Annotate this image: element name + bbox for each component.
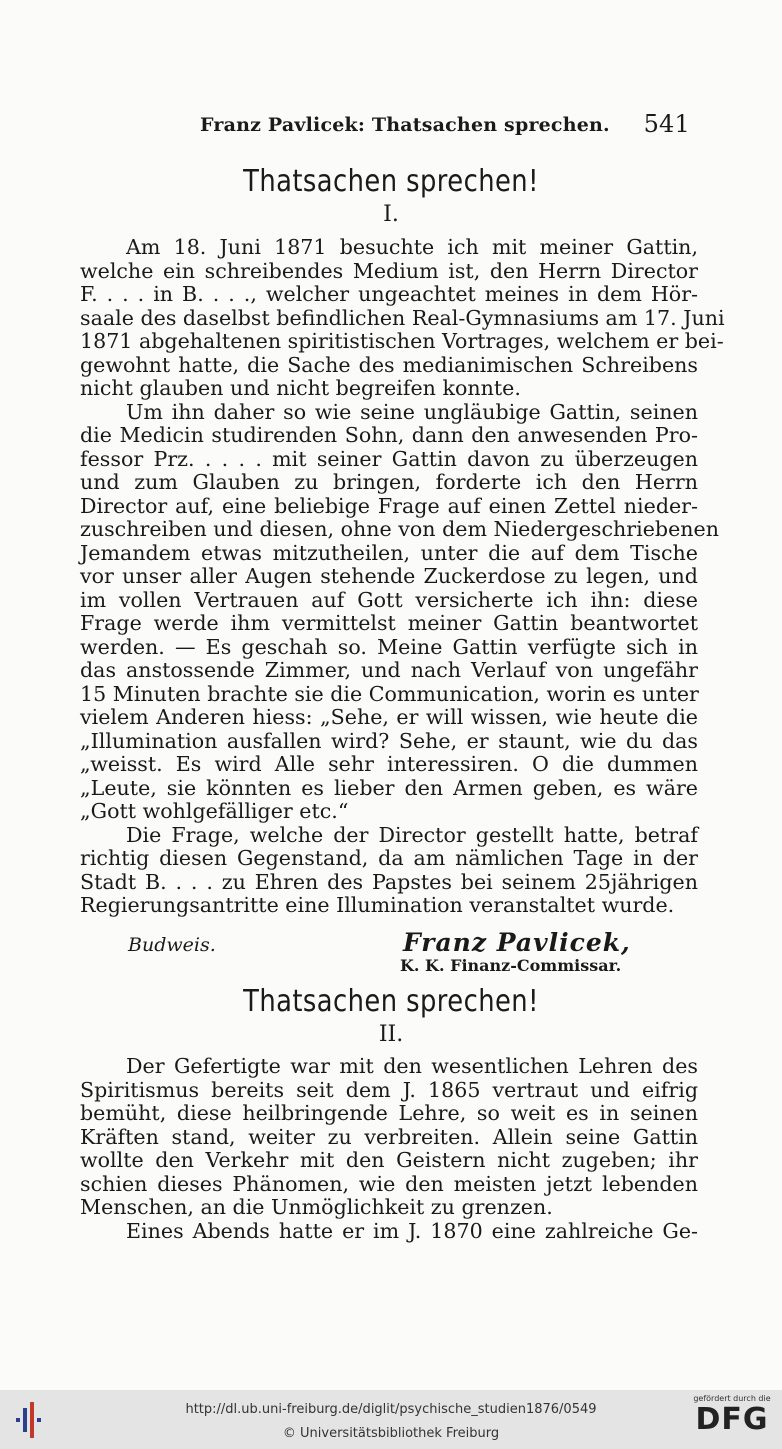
- text-line: welche ein schreibendes Medium ist, den Herrn Director: [80, 258, 698, 283]
- signature-office: K. K. Finanz-Commissar.: [400, 956, 622, 975]
- text-line: gewohnt hatte, die Sache des medianimischen Schreibens: [80, 352, 698, 377]
- text-line: richtig diesen Gegenstand, da am nämlichen Tage in der: [80, 846, 698, 870]
- text-line: F. . . . in B. . . ., welcher ungeachtet meines in dem Hör-: [80, 282, 698, 306]
- text-line: bemüht, diese heilbringende Lehre, so weit es in seinen: [80, 1101, 698, 1125]
- text-line: „weisst. Es wird Alle sehr interessiren. O die dummen: [80, 752, 698, 776]
- text-line: „Leute, sie könnten es lieber den Armen geben, es wäre: [80, 775, 698, 800]
- text-line: Menschen, an die Unmöglichkeit zu grenzen.: [80, 1195, 553, 1219]
- text-line: zuschreiben und diesen, ohne von dem Niedergeschriebenen: [80, 517, 719, 541]
- text-line: Spiritismus bereits seit dem J. 1865 vertraut und eifrig: [80, 1077, 698, 1102]
- section-2-heading: Thatsachen sprechen!: [243, 984, 539, 1019]
- text-line: Eines Abends hatte er im J. 1870 eine zahlreiche Ge-: [126, 1218, 698, 1243]
- text-line: und zum Glauben zu bringen, forderte ich den Herrn: [80, 470, 698, 494]
- text-line: saale des daselbst befindlichen Real-Gymnasiums am 17. Juni: [80, 305, 725, 330]
- text-line: schien dieses Phänomen, wie den meisten jetzt lebenden: [80, 1171, 698, 1196]
- text-line: werden. — Es geschah so. Meine Gattin verfügte sich in: [80, 634, 698, 659]
- permalink-url[interactable]: http://dl.ub.uni-freiburg.de/diglit/psychische_studien1876/0549: [185, 1402, 597, 1417]
- text-line: nicht glauben und nicht begreifen konnte.: [80, 376, 521, 400]
- section-1-heading: Thatsachen sprechen!: [243, 164, 539, 199]
- text-line: die Medicin studirenden Sohn, dann den anwesenden Pro-: [80, 423, 698, 447]
- text-line: Am 18. Juni 1871 besuchte ich mit meiner Gattin,: [126, 235, 698, 259]
- running-title: Franz Pavlicek: Thatsachen sprechen.: [200, 114, 610, 136]
- dfg-logo: [692, 1394, 772, 1446]
- text-line: Der Gefertigte war mit den wesentlichen Lehren des: [126, 1054, 698, 1078]
- dfg-logo-text: DFG: [695, 1402, 769, 1437]
- copyright-notice: © Universitätsbibliothek Freiburg: [282, 1426, 500, 1441]
- signature-place: Budweis.: [128, 934, 216, 956]
- viewer-footer: [0, 1390, 782, 1449]
- funder-note: gefördert durch die: [693, 1394, 771, 1403]
- text-line: Director auf, eine beliebige Frage auf einen Zettel nieder-: [80, 493, 698, 518]
- signature-name: Franz Pavlicek,: [403, 928, 631, 957]
- text-line: Die Frage, welche der Director gestellt hatte, betraf: [126, 822, 698, 847]
- text-line: vielem Anderen hiess: „Sehe, er will wissen, wie heute die: [80, 705, 698, 729]
- text-line: im vollen Vertrauen auf Gott versicherte ich ihn: diese: [80, 587, 698, 612]
- text-line: „Illumination ausfallen wird? Sehe, er staunt, wie du das: [80, 728, 698, 753]
- text-line: Kräften stand, weiter zu verbreiten. Allein seine Gattin: [80, 1124, 698, 1149]
- text-line: 15 Minuten brachte sie die Communication, worin es unter: [80, 681, 699, 706]
- section-2-roman-numeral: II.: [378, 1022, 404, 1047]
- text-line: vor unser aller Augen stehende Zuckerdose zu legen, und: [80, 564, 698, 588]
- section-2-body: [80, 1055, 698, 1243]
- text-line: 1871 abgehaltenen spiritistischen Vortrages, welchem er bei-: [80, 329, 724, 353]
- text-line: das anstossende Zimmer, und nach Verlauf von ungefähr: [80, 658, 698, 682]
- section-1-body: [80, 235, 725, 918]
- text-line: Stadt B. . . . zu Ehren des Papstes bei seinem 25jährigen: [80, 869, 698, 894]
- text-line: Frage werde ihm vermittelst meiner Gattin beantwortet: [80, 611, 698, 635]
- text-line: Jemandem etwas mitzutheilen, unter die auf dem Tische: [80, 540, 698, 565]
- text-line: Um ihn daher so wie seine ungläubige Gattin, seinen: [126, 399, 698, 424]
- page-number: 541: [643, 110, 690, 138]
- text-line: Regierungsantritte eine Illumination veranstaltet wurde.: [80, 893, 675, 917]
- section-1-roman-numeral: I.: [383, 202, 399, 227]
- text-line: fessor Prz. . . . . mit seiner Gattin davon zu überzeugen: [80, 446, 698, 471]
- text-line: wollte den Verkehr mit den Geistern nicht zugeben; ihr: [80, 1148, 698, 1172]
- text-line: „Gott wohlgefälliger etc.“: [80, 799, 349, 823]
